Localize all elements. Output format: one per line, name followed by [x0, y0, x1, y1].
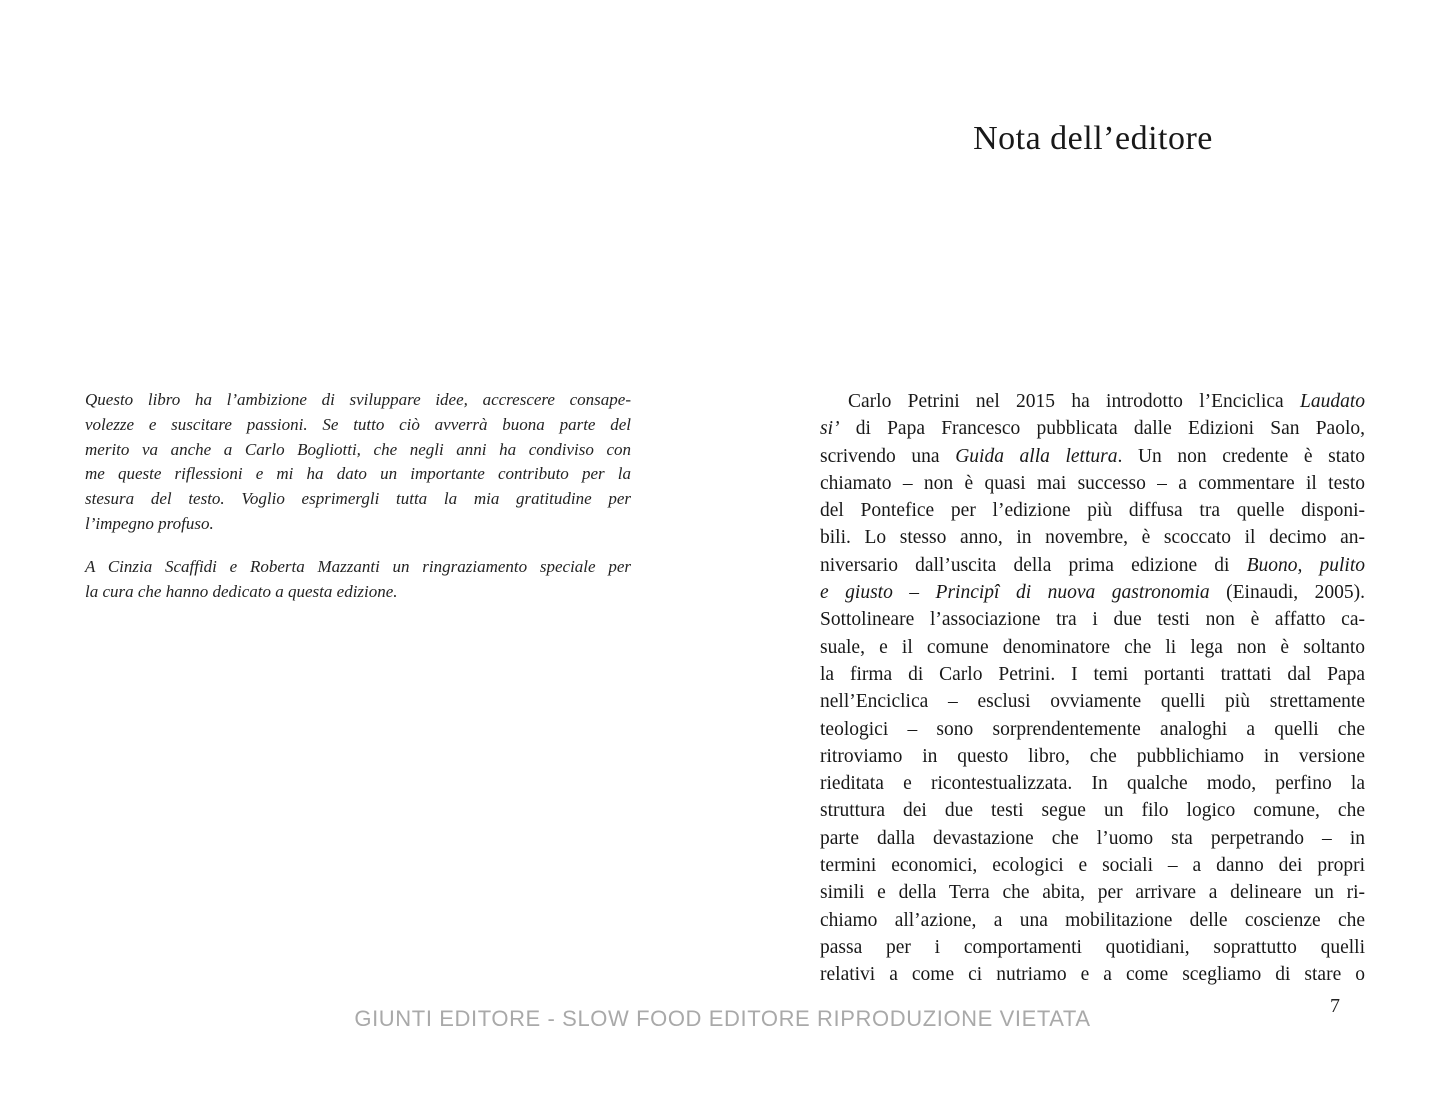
text-line: [820, 770, 1365, 797]
text-line: [820, 743, 1365, 770]
text-segment: Laudato: [1299, 391, 1365, 412]
text-line: [820, 825, 1365, 852]
text-segment: passa per i comportamenti quotidiani, soprattutto quelli: [820, 936, 1365, 958]
acknowledgement-paragraph-1: [85, 388, 631, 537]
text-segment: termini economici, ecologici e sociali – a danno dei propri: [820, 855, 1365, 877]
text-segment: (Einaudi, 2005).: [1209, 582, 1365, 604]
text-segment: di Papa Francesco pubblicata dalle Edizioni San Paolo,: [839, 418, 1365, 440]
text-segment: bili. Lo stesso anno, in novembre, è scoccato il decimo an-: [820, 527, 1365, 549]
text-line: [820, 552, 1365, 579]
text-line: [85, 512, 631, 537]
text-line: [820, 907, 1365, 934]
text-line: [820, 634, 1365, 661]
text-segment: l’impegno profuso.: [85, 513, 214, 533]
text-segment: rieditata e ricontestualizzata. In qualche modo, perfino la: [820, 773, 1365, 795]
text-segment: relativi a come ci nutriamo e a come scegliamo di stare o: [820, 964, 1365, 986]
text-line: [820, 688, 1365, 715]
text-line: [85, 413, 631, 438]
text-segment: teologici – sono sorprendentemente analoghi a quelli che: [820, 718, 1365, 740]
text-line: [85, 438, 631, 463]
text-segment: struttura dei due testi segue un filo logico comune, che: [820, 800, 1365, 822]
text-line: [820, 797, 1365, 824]
text-segment: ritroviamo in questo libro, che pubblichiamo in versione: [820, 745, 1365, 767]
text-line: [820, 961, 1365, 988]
editor-note-body: [820, 388, 1365, 989]
text-segment: scrivendo una: [820, 445, 956, 467]
text-line: [820, 388, 1365, 415]
text-line: [820, 524, 1365, 551]
text-line: [85, 388, 631, 413]
text-segment: nell’Enciclica – esclusi ovviamente quelli più strettamente: [820, 691, 1365, 713]
text-segment: si’: [820, 418, 840, 440]
text-segment: A Cinzia Scaffidi e Roberta Mazzanti un ringraziamento speciale per: [85, 556, 631, 576]
publisher-watermark: GIUNTI EDITORE - SLOW FOOD EDITORE RIPRODUZIONE VIETATA: [354, 1006, 1091, 1031]
text-line: [820, 934, 1365, 961]
text-segment: del Pontefice per l’edizione più diffusa tra quelle disponi-: [820, 500, 1365, 522]
text-line: [820, 661, 1365, 688]
text-line: [820, 606, 1365, 633]
text-segment: chiamo all’azione, a una mobilitazione delle coscienze che: [820, 909, 1365, 931]
text-line: [820, 879, 1365, 906]
text-line: [820, 470, 1365, 497]
text-line: [85, 555, 631, 580]
text-line: [85, 487, 631, 512]
text-segment: Questo libro ha l’ambizione di sviluppare idee, accrescere consape-: [85, 390, 631, 409]
text-segment: chiamato – non è quasi mai successo – a commentare il testo: [820, 472, 1365, 494]
text-line: [820, 497, 1365, 524]
text-line: [820, 415, 1365, 442]
text-line: [85, 462, 631, 487]
acknowledgement-paragraph-2: [85, 555, 631, 605]
text-segment: e giusto – Principî di nuova gastronomia: [820, 582, 1210, 604]
text-line: [820, 852, 1365, 879]
left-page-acknowledgements: [85, 388, 631, 604]
text-segment: Buono, pulito: [1246, 554, 1365, 576]
text-segment: volezze e suscitare passioni. Se tutto ciò avverrà buona parte del: [85, 414, 631, 434]
text-line: [820, 716, 1365, 743]
text-segment: suale, e il comune denominatore che li lega non è soltanto: [820, 636, 1365, 658]
text-segment: parte dalla devastazione che l’uomo sta perpetrando – in: [820, 827, 1365, 849]
text-line: [820, 579, 1365, 606]
text-segment: me queste riflessioni e mi ha dato un importante contributo per la: [85, 464, 631, 484]
text-segment: niversario dall’uscita della prima edizione di: [820, 554, 1247, 576]
text-segment: la cura che hanno dedicato a questa edizione.: [85, 581, 398, 601]
text-segment: Guida alla lettura: [955, 445, 1118, 467]
text-segment: simili e della Terra che abita, per arrivare a delineare un ri-: [820, 882, 1365, 904]
text-segment: Carlo Petrini nel 2015 ha introdotto l’Enciclica: [848, 391, 1300, 412]
page-title: Nota dell’editore: [973, 120, 1213, 157]
text-line: [820, 443, 1365, 470]
text-segment: la firma di Carlo Petrini. I temi portanti trattati dal Papa: [820, 663, 1365, 685]
page-number: 7: [1330, 995, 1340, 1017]
text-segment: . Un non credente è stato: [1117, 445, 1365, 467]
text-segment: Sottolineare l’associazione tra i due testi non è affatto ca-: [820, 609, 1365, 631]
text-segment: stesura del testo. Voglio esprimergli tutta la mia gratitudine per: [85, 489, 631, 509]
text-segment: merito va anche a Carlo Bogliotti, che negli anni ha condiviso con: [85, 439, 631, 459]
text-line: [85, 580, 631, 605]
